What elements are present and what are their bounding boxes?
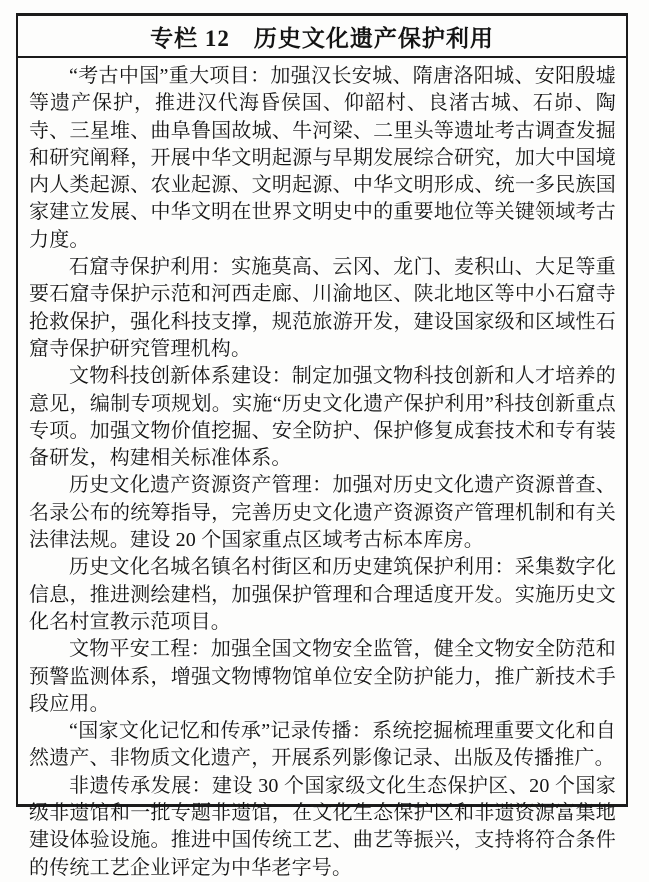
paragraph-grotto-temples: 石窟寺保护利用：实施莫高、云冈、龙门、麦积山、大足等重要石窟寺保护示范和河西走廊、川渝地区、陕北地区等中小石窟寺抢救保护，强化科技支撑，规范旅游开发，建设国家级和区域性石窟寺保护研究管理机构。 <box>29 256 616 360</box>
paragraph-tech-innovation: 文物科技创新体系建设：制定加强文物科技创新和人才培养的意见，编制专项规划。实施“历史文化遗产保护利用”科技创新重点专项。加强文物价值挖掘、安全防护、保护修复成套技术和专有装备研发，构建相关标准体系。 <box>29 365 616 470</box>
paragraph-resource-asset-management: 历史文化遗产资源资产管理：加强对历史文化遗产资源普查、名录公布的统筹指导，完善历史文化遗产资源资产管理机制和有关法律法规。建设 20 个国家重点区域考古标本库房。 <box>29 474 616 552</box>
paragraph-historic-cities-buildings: 历史文化名城名镇名村街区和历史建筑保护利用：采集数字化信息，推进测绘建档，加强保护管理和合理适度开发。实施历史文化名村宣教示范项目。 <box>29 556 616 633</box>
paragraph-cultural-relics-safety: 文物平安工程：加强全国文物安全监管，健全文物安全防范和预警监测体系，增强文物博物馆单位安全防护能力，推广新技术手段应用。 <box>29 638 616 715</box>
column-body <box>18 58 626 882</box>
paragraph-intangible-heritage: 非遗传承发展：建设 30 个国家级文化生态保护区、20 个国家级非遗馆和一批专题非遗馆，在文化生态保护区和非遗资源富集地建设体验设施。推进中国传统工艺、曲艺等振兴，支持将符合条件的传统工艺企业评定为中华老字号。 <box>29 774 616 879</box>
column-box <box>16 13 628 879</box>
column-title: 专栏 12 历史文化遗产保护利用 <box>18 16 626 58</box>
paragraph-national-memory: “国家文化记忆和传承”记录传播：系统挖掘梳理重要文化和自然遗产、非物质文化遗产，开展系列影像记录、出版及传播推广。 <box>29 720 616 770</box>
paragraph-archaeology-china: “考古中国”重大项目：加强汉长安城、隋唐洛阳城、安阳殷墟等遗产保护，推进汉代海昏侯国、仰韶村、良渚古城、石峁、陶寺、三星堆、曲阜鲁国故城、牛河梁、二里头等遗址考古调查发掘和研究阐释，开展中华文明起源与早期发展综合研究，加大中国境内人类起源、农业起源、文明起源、中华文明形成、统一多民族国家建立发展、中华文明在世界文明史中的重要地位等关键领域考古力度。 <box>29 65 616 251</box>
